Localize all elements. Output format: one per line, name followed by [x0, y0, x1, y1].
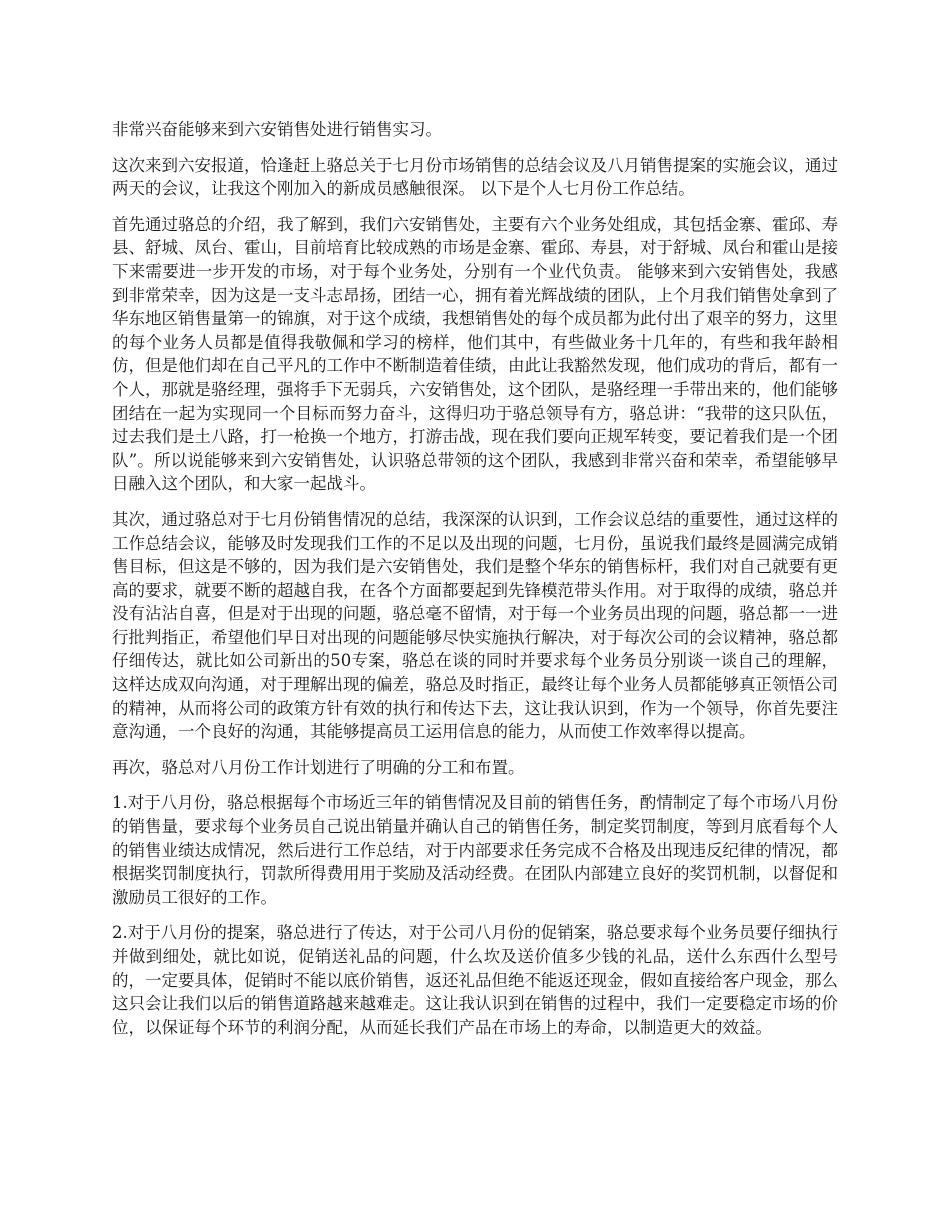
document-page: [112, 118, 838, 1051]
paragraph-intro: 非常兴奋能够来到六安销售处进行销售实习。: [112, 120, 442, 139]
paragraph-item-2: 2.对于八月份的提案，骆总进行了传达，对于公司八月份的促销案，骆总要求每个业务员要仔细执行并做到细处，就比如说，促销送礼品的问题，什么坎及送价值多少钱的礼品，送什么东西什么型号的，一定要具体，促销时不能以底价销售，返还礼品但绝不能返还现金，假如直接给客户现金，那么这只会让我们以后的销售道路越来越难走。这让我认识到在销售的过程中，我们一定要稳定市场的价位，以保证每个环节的利润分配，从而延长我们产品在市场上的寿命，以制造更大的效益。: [112, 923, 838, 1037]
paragraph-item-1: 1.对于八月份，骆总根据每个市场近三年的销售情况及目前的销售任务，酌情制定了每个市场八月份的销售量，要求每个业务员自己说出销量并确认自己的销售任务，制定奖罚制度，等到月底看每个人的销售业绩达成情况，然后进行工作总结，对于内部要求任务完成不合格及出现违反纪律的情况，都根据奖罚制度执行，罚款所得费用用于奖励及活动经费。在团队内部建立良好的奖罚机制，以督促和激励员工很好的工作。: [112, 793, 838, 907]
paragraph-second: 其次，通过骆总对于七月份销售情况的总结，我深深的认识到，工作会议总结的重要性，通过这样的工作总结会议，能够及时发现我们工作的不足以及出现的问题，七月份，虽说我们最终是圆满完成销售目标，但这是不够的，因为我们是六安销售处，我们是整个华东的销售标杆，我们对自己就要有更高的要求，就要不断的超越自我，在各个方面都要起到先锋模范带头作用。对于取得的成绩，骆总并没有沾沾自喜，但是对于出现的问题，骆总毫不留情，对于每一个业务员出现的问题，骆总都一一进行批判指正，希望他们早日对出现的问题能够尽快实施执行解决，对于每次公司的会议精神，骆总都仔细传达，就比如公司新出的50专案，骆总在谈的同时并要求每个业务员分别谈一谈自己的理解，这样达成双向沟通，对于理解出现的偏差，骆总及时指正，最终让每个业务人员都能够真正领悟公司的精神，从而将公司的政策方针有效的执行和传达下去，这让我认识到，作为一个领导，你首先要注意沟通，一个良好的沟通，其能够提高员工运用信息的能力，从而使工作效率得以提高。: [112, 509, 838, 742]
paragraph-third: 再次，骆总对八月份工作计划进行了明确的分工和布置。: [112, 757, 525, 777]
paragraph-meeting: 这次来到六安报道，恰逢赶上骆总关于七月份市场销售的总结会议及八月销售提案的实施会议，通过两天的会议，让我这个刚加入的新成员感触很深。 以下是个人七月份工作总结。: [112, 155, 838, 199]
paragraph-first: 首先通过骆总的介绍，我了解到，我们六安销售处，主要有六个业务处组成，其包括金寨、霍邱、寿县、舒城、凤台、霍山，目前培育比较成熟的市场是金寨、霍邱、寿县，对于舒城、凤台和霍山是接下来需要进一步开发的市场，对于每个业务处，分别有一个业代负责。 能够来到六安销售处，我感到非常荣幸，因为这是一支斗志昂扬，团结一心，拥有着光辉战绩的团队，上个月我们销售处拿到了华东地区销售量第一的锦旗，对于这个成绩，我想销售处的每个成员都为此付出了艰辛的努力，这里的每个业务人员都是值得我敬佩和学习的榜样，他们其中，有些做业务十几年的，有些和我年龄相仿，但是他们却在自己平凡的工作中不断制造着佳绩，由此让我豁然发现，他们成功的背后，都有一个人，那就是骆经理，强将手下无弱兵，六安销售处，这个团队，是骆经理一手带出来的，他们能够团结在一起为实现同一个目标而努力奋斗，这得归功于骆总领导有方，骆总讲：“我带的这只队伍，过去我们是土八路，打一枪换一个地方，打游击战，现在我们要向正规军转变，要记着我们是一个团队”。所以说能够来到六安销售处，认识骆总带领的这个团队，我感到非常兴奋和荣幸，希望能够早日融入这个团队，和大家一起战斗。: [112, 214, 838, 494]
